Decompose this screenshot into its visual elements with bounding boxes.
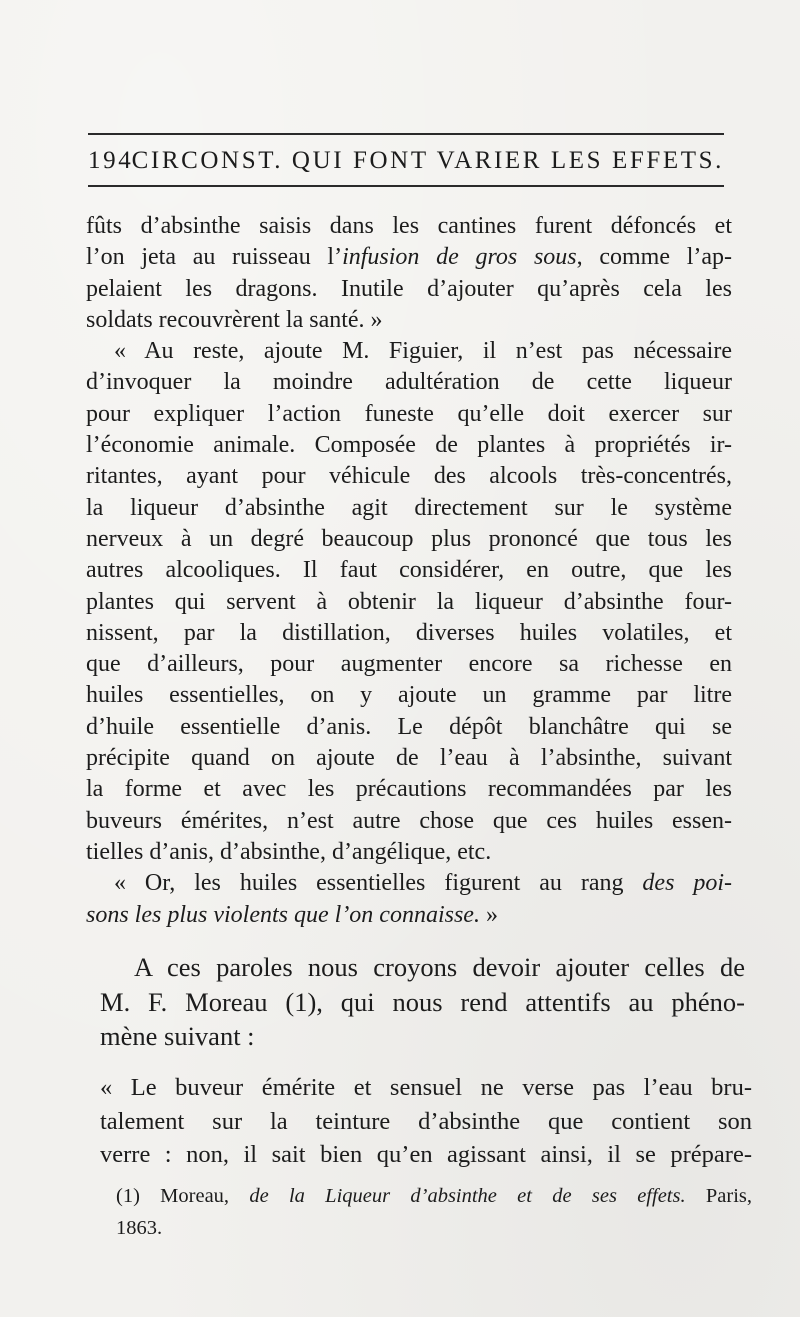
text-line: fûts d’absinthe saisis dans les cantines furent défoncés et [86, 213, 732, 239]
running-title: CIRCONST. QUI FONT VARIER LES EFFETS. [131, 147, 724, 174]
header-bottom-rule [88, 185, 724, 187]
italic-phrase: infusion de gros sous [342, 244, 577, 271]
text-line: mène suivant : [100, 1021, 255, 1051]
text-line [86, 900, 732, 931]
text-line: que d’ailleurs, pour augmenter encore sa richesse en [86, 651, 732, 678]
text-line: tielles d’anis, d’absinthe, d’angélique, etc. [86, 838, 492, 865]
text-line: huiles essentielles, on y ajoute un gramme par litre [86, 682, 732, 709]
text-line: nissent, par la distillation, diverses huiles volatiles, et [86, 619, 732, 646]
text-line: buveurs émérites, n’est autre chose que ces huiles essen- [86, 807, 732, 834]
text-line: plantes qui servent à obtenir la liqueur d’absinthe four- [86, 588, 732, 615]
footnote-continuation: 1863. [116, 1217, 163, 1239]
text-run: l’on jeta au ruisseau l’ [86, 244, 343, 271]
footnote [116, 1180, 752, 1212]
text-line: la liqueur d’absinthe agit directement sur le système [86, 494, 732, 521]
footnotes [116, 1180, 752, 1244]
text-line: pour expliquer l’action funeste qu’elle doit exercer sur [86, 400, 732, 427]
text-line: « Le buveur émérite et sensuel ne verse pas l’eau bru- [100, 1074, 752, 1101]
italic-phrase: sons les plus violents que l’on connaisse. [86, 901, 480, 928]
page-number: 194 [88, 147, 134, 174]
text-line: verre : non, il sait bien qu’en agissant ainsi, il se prépare- [100, 1141, 752, 1168]
text-line [86, 242, 732, 273]
quote-paragraph [100, 1071, 752, 1172]
text-line: ritantes, ayant pour véhicule des alcools très-concentrés, [86, 463, 732, 490]
text-line: autres alcooliques. Il faut considérer, en outre, que les [86, 557, 732, 584]
text-line: la forme et avec les précautions recommandées par les [86, 776, 732, 803]
text-line: talement sur la teinture d’absinthe que contient son [100, 1107, 752, 1135]
footnote-title: de la Liqueur d’absinthe et de ses effets. [249, 1185, 686, 1207]
text-line: pelaient les dragons. Inutile d’ajouter qu’après cela les [86, 275, 732, 302]
text-run: « Or, les huiles essentielles figurent au rang [114, 870, 643, 897]
quoted-passage [86, 211, 732, 931]
footnote-marker: (1) Moreau, [116, 1185, 250, 1207]
text-line: soldats recouvrèrent la santé. » [86, 306, 383, 333]
italic-phrase: des poi- [642, 870, 733, 897]
text-run: , comme l’ap- [576, 244, 733, 271]
main-paragraph [100, 950, 745, 1054]
text-line: M. F. Moreau (1), qui nous rend attentifs au phéno- [100, 986, 745, 1017]
text-line: précipite quand on ajoute de l’eau à l’absinthe, suivant [86, 745, 732, 772]
text-line [86, 868, 732, 899]
text-line: l’économie animale. Composée de plantes à propriétés ir- [86, 432, 732, 459]
text-line: « Au reste, ajoute M. Figuier, il n’est pas nécessaire [114, 338, 732, 365]
header-top-rule [88, 133, 724, 135]
text-line: d’huile essentielle d’anis. Le dépôt blanchâtre qui se [86, 713, 732, 740]
text-line: A ces paroles nous croyons devoir ajouter celles de [134, 952, 745, 982]
text-line: d’invoquer la moindre adultération de cette liqueur [86, 369, 732, 396]
running-head [88, 141, 724, 181]
text-run: » [479, 901, 498, 928]
text-line: nerveux à un degré beaucoup plus prononcé que tous les [86, 525, 732, 552]
text-run: Paris, [685, 1185, 752, 1207]
